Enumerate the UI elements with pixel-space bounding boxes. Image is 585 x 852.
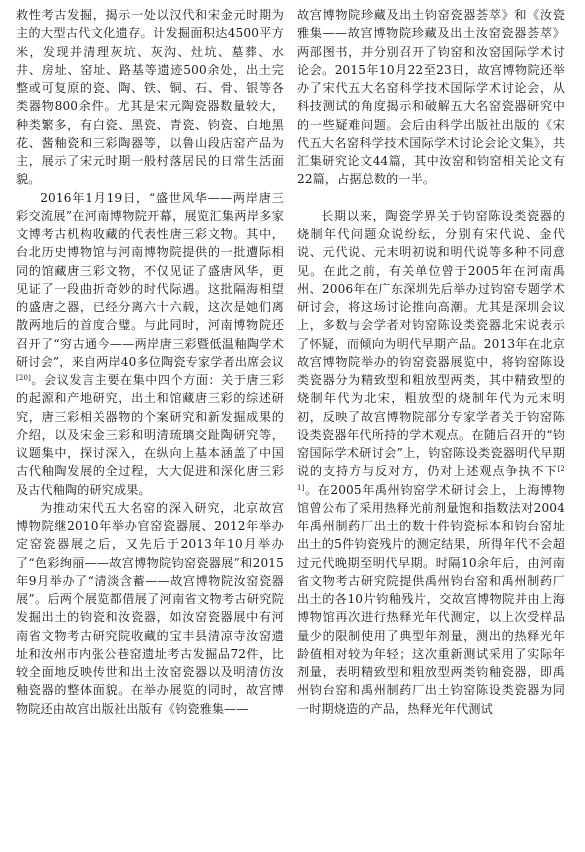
- footnote-ref-20: [20]: [16, 374, 31, 382]
- paragraph-text: 长期以来，陶瓷学界关于钧窑陈设类瓷器的烧制年代问题众说纷纭，分别有宋代说、金代说、元代说、元末明初说和明代说等多种不同意见。在此之前，有关单位曾于2005年在河南禹州、2006年在广东深圳先后举办过钧窑专题学术研讨会，将这场讨论推向高潮。尤其是深圳会议上，多数与会学者对钧窑陈设类瓷器北宋说表示了怀疑，而倾向为明代早期产品。2013年在北京故宫博物院举办的钧窑瓷器展览中，将钧窑陈设类瓷器分为精致型和粗放型两类，其中精致型的烧制年代为北宋，粗放型的烧制年代为元末明初，反映了故宫博物院部分专家学者关于钧窑陈设类瓷器年代所持的学术观点。在随后召开的“钧窑国际学术研讨会”上，钧窑陈设类瓷器明代早期说的支持方与反对方，仍对上述观点争执不下: [297, 208, 565, 479]
- paragraph-text-continued: 。在2005年禹州钧窑学术研讨会上，上海博物馆曾公布了采用热释光前剂量饱和指数法对2004年禹州制药厂出土的数十件钧瓷标本和钧台窑址出土的5件钧瓷残片的测定结果，所得年代不会超过元代晚期至明代早期。时隔10余年后，由河南省文物考古研究院提供禹州钧台窑和禹州制药厂出土的各10片钧釉残片，交故宫博物院并由上海博物馆再次进行热释光年代测定，以上次受样品量少的限制使用了典型年剂量，测出的热释光年龄值相对较为年轻；这次重新测试采用了实际年剂量，表明精致型和粗放型两类钧釉瓷器，即禹州钧台窑和禹州制药厂出土钧窑陈设类瓷器为同一时期烧造的产品，热释光年代测试: [297, 482, 565, 716]
- paragraph-five-kilns-exhibitions: 为推动宋代五大名窑的深入研究，北京故宫博物院继2010年举办官窑瓷器展、2012年举办定窑瓷器展之后，又先后于2013年10月举办了“色彩绚丽——故宫博物院钧窑瓷器展”和2015年9月举办了“清淡含蓄——故宫博物院汝窑瓷器展”。后两个展览都借展了河南省文物考古研究院发掘出土的钧瓷和汝瓷器，如汝窑瓷器展中有河南省文物考古研究院收藏的宝丰县清凉寺汝窑遗址和汝州市内张公巷窑遗址考古发掘品72件，比较全面地反映传世和出土汝窑瓷器以及明清仿汝釉瓷器的整体面貌。在举办展览的同时，故宫博物院还由故宫出版社出版有《钧瓷雅集——: [16, 500, 284, 716]
- left-column: [16, 6, 284, 718]
- paragraph-spacer: [297, 189, 565, 207]
- paragraph-jun-kiln-dating: [297, 207, 565, 718]
- footnote-ref-21: [21]: [297, 465, 565, 492]
- paragraph-tang-sancai-exhibition: [16, 189, 284, 499]
- paragraph-text: 2016年1月19日，“盛世风华——两岸唐三彩交流展”在河南博物院开幕，展览汇集两岸多家文博考古机构收藏的代表性唐三彩文物。其中，台北历史博物馆与河南博物院提供的一批遭际相同的馆藏唐三彩文物，不仅见证了盛唐风华，更见证了一段曲折奇妙的时代际遇。这批隔海相望的盛唐之器，已经分离六十六载，这次是她们离散两地后的首度合璧。与此同时，河南博物院还召开了“穷古通今——两岸唐三彩暨低温釉陶学术研讨会”，来自两岸40多位陶瓷专家学者出席会议: [16, 190, 284, 369]
- right-column: [297, 6, 565, 718]
- paragraph-rescue-excavation: 救性考古发掘，揭示一处以汉代和宋金元时期为主的大型古代文化遗存。计发掘面积达4500平方米，发现并清理灰坑、灰沟、灶坑、墓葬、水井、房址、窑址、路基等遗迹500余处，出土完整或可复原的瓷、陶、铁、铜、石、骨、银等各类器物800余件。尤其是宋元陶瓷器数量较大，种类繁多，有白瓷、黑瓷、青瓷、钧瓷、白地黑花、酱釉瓷和三彩陶器等，以鲁山段店窑产品为主，展示了宋元时期一般村落居民的日常生活面貌。: [16, 8, 284, 187]
- paragraph-conference-proceedings: 故宫博物院珍藏及出土钧窑瓷器荟萃》和《汝瓷雅集——故宫博物院珍藏及出土汝窑瓷器荟萃》两部图书，并分别召开了钧窑和汝窑国际学术讨论会。2015年10月22至23日，故宫博物院还举办了宋代五大名窑科学技术国际学术讨论会，从科技测试的角度揭示和破解五大名窑瓷器研究中的一些疑难问题。会后由科学出版社出版的《宋代五大名窑科学技术国际学术讨论会论文集》，共汇集研究论文44篇，其中汝窑和钧窑相关论文有22篇，占据总数的一半。: [297, 8, 565, 187]
- paragraph-text-continued: 。会议发言主要在集中四个方面：关于唐三彩的起源和产地研究，出土和馆藏唐三彩的综述研究，唐三彩相关器物的个案研究和新发掘成果的介绍，以及宋金三彩和明清琉璃交趾陶研究等，议题集中，探讨深入，在纵向上基本涵盖了中国古代釉陶发展的全过程，大大促进和深化唐三彩及古代釉陶的研究成果。: [16, 373, 284, 497]
